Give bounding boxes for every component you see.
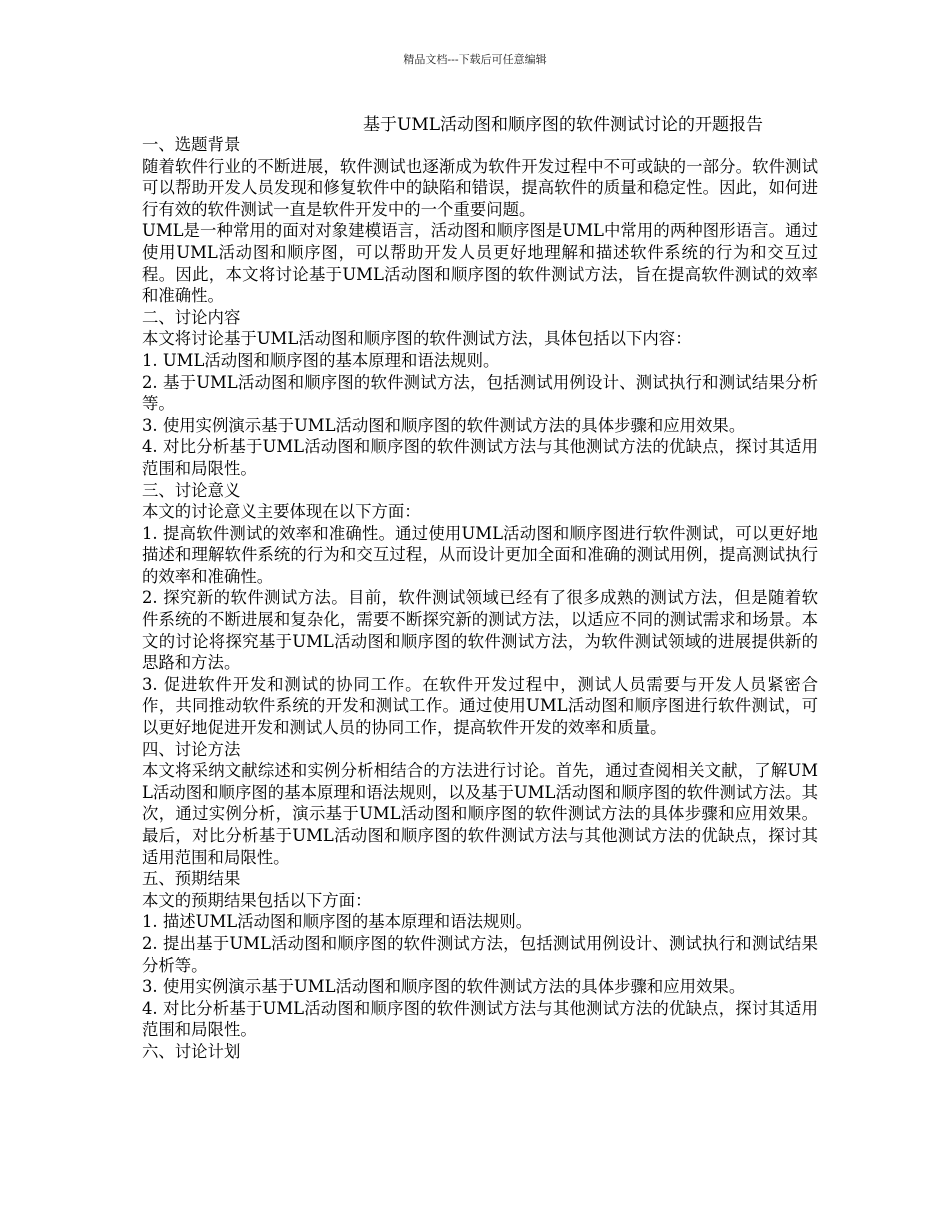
section-expected-results — [142, 868, 818, 1041]
section-research-method — [142, 739, 818, 869]
list-item: 2. 提出基于UML活动图和顺序图的软件测试方法，包括测试用例设计、测试执行和测试结果分析等。 — [142, 933, 818, 975]
list-item: 3. 促进软件开发和测试的协同工作。在软件开发过程中，测试人员需要与开发人员紧密合作，共同推动软件系统的开发和测试工作。通过使用UML活动图和顺序图进行软件测试，可以更好地促进开发和测试人员的协同工作，提高软件开发的效率和质量。 — [142, 674, 818, 738]
list-item: 1. UML活动图和顺序图的基本原理和语法规则。 — [142, 350, 500, 370]
list-item: 4. 对比分析基于UML活动图和顺序图的软件测试方法与其他测试方法的优缺点，探讨其适用范围和局限性。 — [142, 437, 818, 478]
section-research-content — [142, 307, 818, 480]
list-item: 4. 对比分析基于UML活动图和顺序图的软件测试方法与其他测试方法的优缺点，探讨其适用范围和局限性。 — [142, 998, 818, 1040]
section-research-plan — [142, 1041, 818, 1063]
list-item: 1. 提高软件测试的效率和准确性。通过使用UML活动图和顺序图进行软件测试，可以更好地描述和理解软件系统的行为和交互过程，从而设计更加全面和准确的测试用例，提高测试执行的效率和准确性。 — [142, 523, 818, 586]
section-heading: 五、预期结果 — [142, 869, 241, 889]
list-item: 3. 使用实例演示基于UML活动图和顺序图的软件测试方法的具体步骤和应用效果。 — [142, 415, 746, 435]
paragraph: UML是一种常用的面对对象建模语言，活动图和顺序图是UML中常用的两种图形语言。通过使用UML活动图和顺序图，可以帮助开发人员更好地理解和描述软件系统的行为和交互过程。因此，本文将讨论基于UML活动图和顺序图的软件测试方法，旨在提高软件测试的效率和准确性。 — [142, 221, 818, 306]
section-heading: 三、讨论意义 — [142, 480, 241, 500]
list-item: 2. 探究新的软件测试方法。目前，软件测试领域已经有了很多成熟的测试方法，但是随着软件系统的不断进展和复杂化，需要不断探究新的测试方法，以适应不同的测试需求和场景。本文的讨论将探究基于UML活动图和顺序图的软件测试方法，为软件测试领域的进展提供新的思路和方法。 — [142, 588, 818, 673]
section-heading: 二、讨论内容 — [142, 307, 241, 327]
page-header-note: 精品文档---下载后可任意编辑 — [403, 53, 547, 66]
paragraph: 本文将讨论基于UML活动图和顺序图的软件测试方法，具体包括以下内容： — [142, 329, 692, 349]
section-heading: 一、选题背景 — [142, 135, 241, 154]
paragraph: 本文的预期结果包括以下方面： — [142, 890, 372, 910]
list-item: 3. 使用实例演示基于UML活动图和顺序图的软件测试方法的具体步骤和应用效果。 — [142, 977, 746, 997]
paragraph: 本文将采纳文献综述和实例分析相结合的方法进行讨论。首先，通过查阅相关文献，了解UML活动图和顺序图的基本原理和语法规则，以及基于UML活动图和顺序图的软件测试方法。其次，通过实例分析，演示基于UML活动图和顺序图的软件测试方法的具体步骤和应用效果。最后，对比分析基于UML活动图和顺序图的软件测试方法与其他测试方法的优缺点，探讨其适用范围和局限性。 — [142, 761, 818, 867]
paragraph: 本文的讨论意义主要体现在以下方面： — [142, 502, 421, 522]
section-research-significance — [142, 480, 818, 739]
section-heading: 四、讨论方法 — [142, 739, 241, 759]
section-heading: 六、讨论计划 — [142, 1041, 241, 1061]
document-title: 基于UML活动图和顺序图的软件测试讨论的开题报告 — [363, 115, 764, 135]
document-body — [142, 134, 818, 1063]
section-background — [142, 134, 818, 307]
list-item: 2. 基于UML活动图和顺序图的软件测试方法，包括测试用例设计、测试执行和测试结果分析等。 — [142, 372, 818, 414]
paragraph: 随着软件行业的不断进展，软件测试也逐渐成为软件开发过程中不可或缺的一部分。软件测试可以帮助开发人员发现和修复软件中的缺陷和错误，提高软件的质量和稳定性。因此，如何进行有效的软件测试一直是软件开发中的一个重要问题。 — [142, 156, 818, 219]
list-item: 1. 描述UML活动图和顺序图的基本原理和语法规则。 — [142, 912, 533, 932]
